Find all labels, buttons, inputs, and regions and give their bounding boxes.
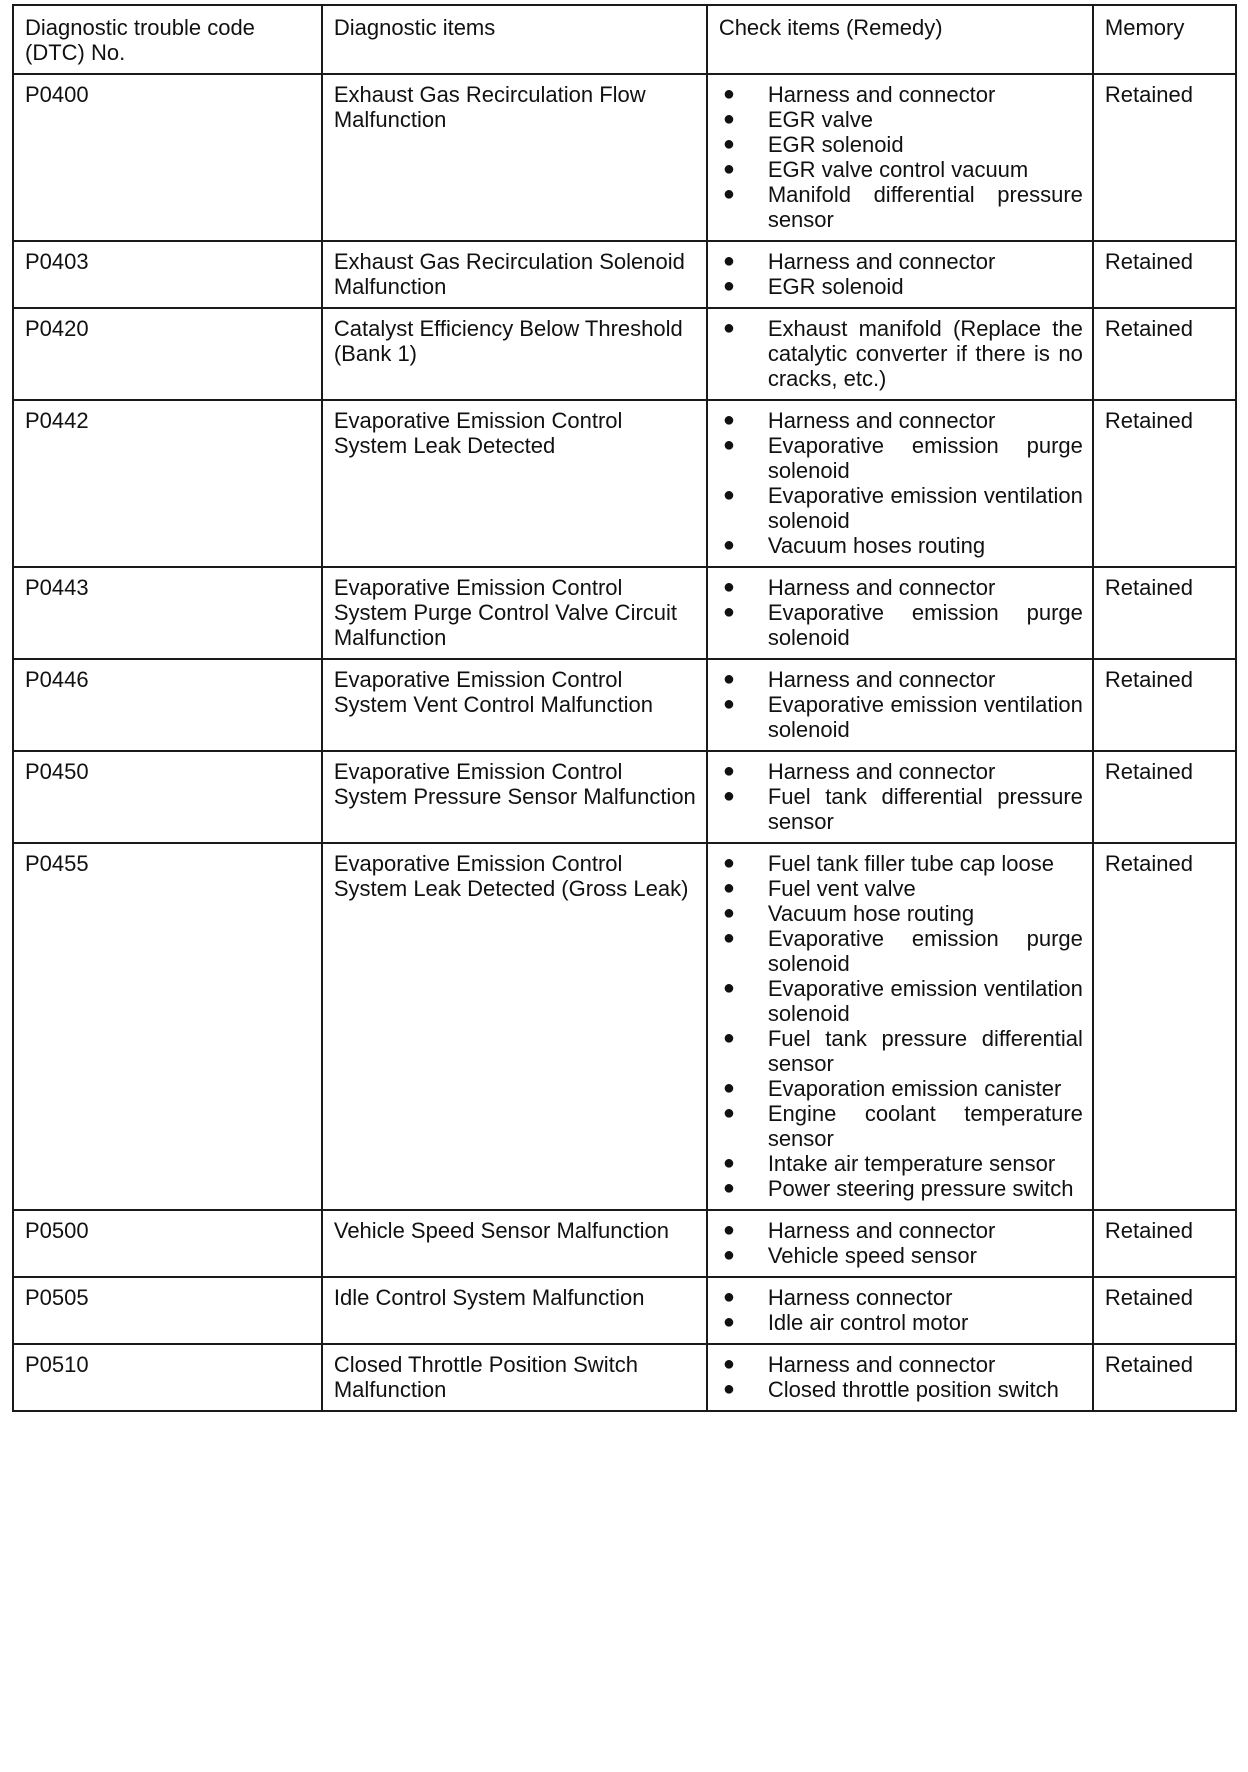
dtc-code-cell: P0500 [13,1210,322,1277]
check-items-list [719,316,1083,391]
check-items-cell [707,751,1093,843]
table-row [13,751,1236,843]
diagnostic-item-cell: Evaporative Emission Control System Pressure Sensor Malfunction [322,751,707,843]
check-item-text: Evaporative emission purge solenoid [767,600,1083,650]
bullet-icon: ● [722,250,735,272]
check-items-list [719,851,1083,1201]
check-item [719,433,1083,483]
bullet-icon: ● [722,158,735,180]
check-item [719,575,1083,600]
check-items-list [719,82,1083,232]
check-items-cell [707,400,1093,567]
table-row [13,567,1236,659]
check-item-text: Fuel tank pressure differential sensor [767,1026,1083,1076]
bullet-icon: ● [722,275,735,297]
check-item [719,1176,1083,1201]
check-item-text: Harness and connector [767,667,996,692]
check-items-cell [707,74,1093,241]
diagnostic-item-cell: Closed Throttle Position Switch Malfunction [322,1344,707,1411]
diagnostic-item-cell: Evaporative Emission Control System Purge Control Valve Circuit Malfunction [322,567,707,659]
check-item-text: Engine coolant temperature sensor [767,1101,1083,1151]
bullet-icon: ● [722,317,735,339]
header-dtc-no: Diagnostic trouble code (DTC) No. [13,5,322,74]
bullet-icon: ● [722,108,735,130]
bullet-icon: ● [722,902,735,924]
check-items-cell [707,1277,1093,1344]
check-item [719,1101,1083,1151]
bullet-icon: ● [722,601,735,623]
bullet-icon: ● [722,434,735,456]
check-item-text: Fuel tank differential pressure sensor [767,784,1083,834]
diagnostic-item-cell: Evaporative Emission Control System Vent Control Malfunction [322,659,707,751]
dtc-code-cell: P0420 [13,308,322,400]
diagnostic-item-cell: Exhaust Gas Recirculation Solenoid Malfunction [322,241,707,308]
check-item [719,1310,1083,1335]
table-body [13,74,1236,1411]
table-row [13,74,1236,241]
table-row [13,1277,1236,1344]
memory-cell: Retained [1093,308,1236,400]
check-items-list [719,575,1083,650]
check-item [719,1076,1083,1101]
check-item-text: Manifold differential pressure sensor [767,182,1083,232]
memory-cell: Retained [1093,1277,1236,1344]
bullet-icon: ● [722,1077,735,1099]
dtc-code-cell: P0403 [13,241,322,308]
check-item-text: Vehicle speed sensor [767,1243,977,1268]
memory-cell: Retained [1093,400,1236,567]
dtc-code-cell: P0400 [13,74,322,241]
bullet-icon: ● [722,576,735,598]
check-item [719,82,1083,107]
memory-cell: Retained [1093,751,1236,843]
check-item-text: Idle air control motor [767,1310,969,1335]
header-diagnostic-items: Diagnostic items [322,5,707,74]
check-item-text: Harness and connector [767,82,996,107]
check-item [719,1218,1083,1243]
check-item [719,1243,1083,1268]
check-item-text: Harness and connector [767,759,996,784]
table-header [13,5,1236,74]
check-item-text: EGR solenoid [767,274,904,299]
check-item [719,408,1083,433]
check-item-text: Evaporation emission canister [767,1076,1062,1101]
diagnostic-item-cell: Idle Control System Malfunction [322,1277,707,1344]
check-item [719,157,1083,182]
dtc-code-cell: P0443 [13,567,322,659]
header-row [13,5,1236,74]
check-item [719,1151,1083,1176]
check-items-list [719,759,1083,834]
check-item [719,692,1083,742]
check-item-text: Harness and connector [767,1218,996,1243]
check-items-cell [707,659,1093,751]
bullet-icon: ● [722,1311,735,1333]
check-item [719,316,1083,391]
table-row [13,659,1236,751]
bullet-icon: ● [722,1286,735,1308]
check-items-list [719,249,1083,299]
header-memory: Memory [1093,5,1236,74]
memory-cell: Retained [1093,1344,1236,1411]
check-item-text: Intake air temperature sensor [767,1151,1056,1176]
bullet-icon: ● [722,534,735,556]
table-row [13,1344,1236,1411]
check-items-list [719,408,1083,558]
bullet-icon: ● [722,1353,735,1375]
bullet-icon: ● [722,852,735,874]
bullet-icon: ● [722,133,735,155]
check-item [719,667,1083,692]
bullet-icon: ● [722,83,735,105]
bullet-icon: ● [722,1102,735,1124]
memory-cell: Retained [1093,659,1236,751]
bullet-icon: ● [722,693,735,715]
check-item [719,1352,1083,1377]
check-item [719,533,1083,558]
check-item [719,1026,1083,1076]
check-item [719,759,1083,784]
bullet-icon: ● [722,1177,735,1199]
bullet-icon: ● [722,877,735,899]
check-item-text: Vacuum hose routing [767,901,975,926]
check-item-text: Exhaust manifold (Replace the catalytic converter if there is no cracks, etc.) [767,316,1083,391]
table-row [13,241,1236,308]
check-item [719,1377,1083,1402]
memory-cell: Retained [1093,843,1236,1210]
check-item-text: Harness and connector [767,408,996,433]
check-item [719,901,1083,926]
bullet-icon: ● [722,668,735,690]
check-items-cell [707,1344,1093,1411]
check-items-list [719,1218,1083,1268]
diagnostic-item-cell: Catalyst Efficiency Below Threshold (Bank 1) [322,308,707,400]
check-item-text: Evaporative emission ventilation solenoid [767,976,1083,1026]
check-item [719,851,1083,876]
dtc-code-cell: P0442 [13,400,322,567]
check-item-text: Fuel vent valve [767,876,916,901]
check-item [719,600,1083,650]
check-item [719,107,1083,132]
bullet-icon: ● [722,927,735,949]
check-item-text: EGR solenoid [767,132,904,157]
check-item-text: EGR valve control vacuum [767,157,1029,182]
check-item-text: Power steering pressure switch [767,1176,1074,1201]
check-item-text: Evaporative emission ventilation solenoid [767,483,1083,533]
check-item [719,976,1083,1026]
check-items-cell [707,308,1093,400]
check-item [719,274,1083,299]
check-item [719,784,1083,834]
check-item-text: EGR valve [767,107,873,132]
memory-cell: Retained [1093,241,1236,308]
table-row [13,1210,1236,1277]
check-item [719,249,1083,274]
diagnostic-item-cell: Exhaust Gas Recirculation Flow Malfunction [322,74,707,241]
check-items-cell [707,241,1093,308]
diagnostic-item-cell: Evaporative Emission Control System Leak Detected [322,400,707,567]
check-item [719,483,1083,533]
table-row [13,308,1236,400]
diagnostic-item-cell: Evaporative Emission Control System Leak Detected (Gross Leak) [322,843,707,1210]
table-row [13,400,1236,567]
check-item-text: Evaporative emission purge solenoid [767,433,1083,483]
bullet-icon: ● [722,409,735,431]
bullet-icon: ● [722,785,735,807]
check-item-text: Evaporative emission purge solenoid [767,926,1083,976]
bullet-icon: ● [722,1244,735,1266]
memory-cell: Retained [1093,74,1236,241]
dtc-code-cell: P0446 [13,659,322,751]
check-items-cell [707,1210,1093,1277]
bullet-icon: ● [722,1378,735,1400]
bullet-icon: ● [722,760,735,782]
memory-cell: Retained [1093,567,1236,659]
check-item [719,182,1083,232]
check-item-text: Evaporative emission ventilation solenoid [767,692,1083,742]
table-row [13,843,1236,1210]
check-item-text: Harness and connector [767,1352,996,1377]
check-item [719,876,1083,901]
bullet-icon: ● [722,1152,735,1174]
check-item [719,1285,1083,1310]
check-item-text: Vacuum hoses routing [767,533,986,558]
dtc-table [12,4,1237,1412]
check-item-text: Harness connector [767,1285,953,1310]
check-item [719,926,1083,976]
check-items-list [719,1285,1083,1335]
bullet-icon: ● [722,1027,735,1049]
check-items-list [719,1352,1083,1402]
memory-cell: Retained [1093,1210,1236,1277]
dtc-code-cell: P0455 [13,843,322,1210]
bullet-icon: ● [722,484,735,506]
dtc-code-cell: P0505 [13,1277,322,1344]
check-items-cell [707,843,1093,1210]
check-items-list [719,667,1083,742]
check-item-text: Fuel tank filler tube cap loose [767,851,1054,876]
dtc-code-cell: P0510 [13,1344,322,1411]
dtc-code-cell: P0450 [13,751,322,843]
check-item-text: Harness and connector [767,249,996,274]
check-item-text: Harness and connector [767,575,996,600]
check-item [719,132,1083,157]
bullet-icon: ● [722,977,735,999]
bullet-icon: ● [722,1219,735,1241]
bullet-icon: ● [722,183,735,205]
diagnostic-item-cell: Vehicle Speed Sensor Malfunction [322,1210,707,1277]
check-items-cell [707,567,1093,659]
header-check-items: Check items (Remedy) [707,5,1093,74]
check-item-text: Closed throttle position switch [767,1377,1059,1402]
